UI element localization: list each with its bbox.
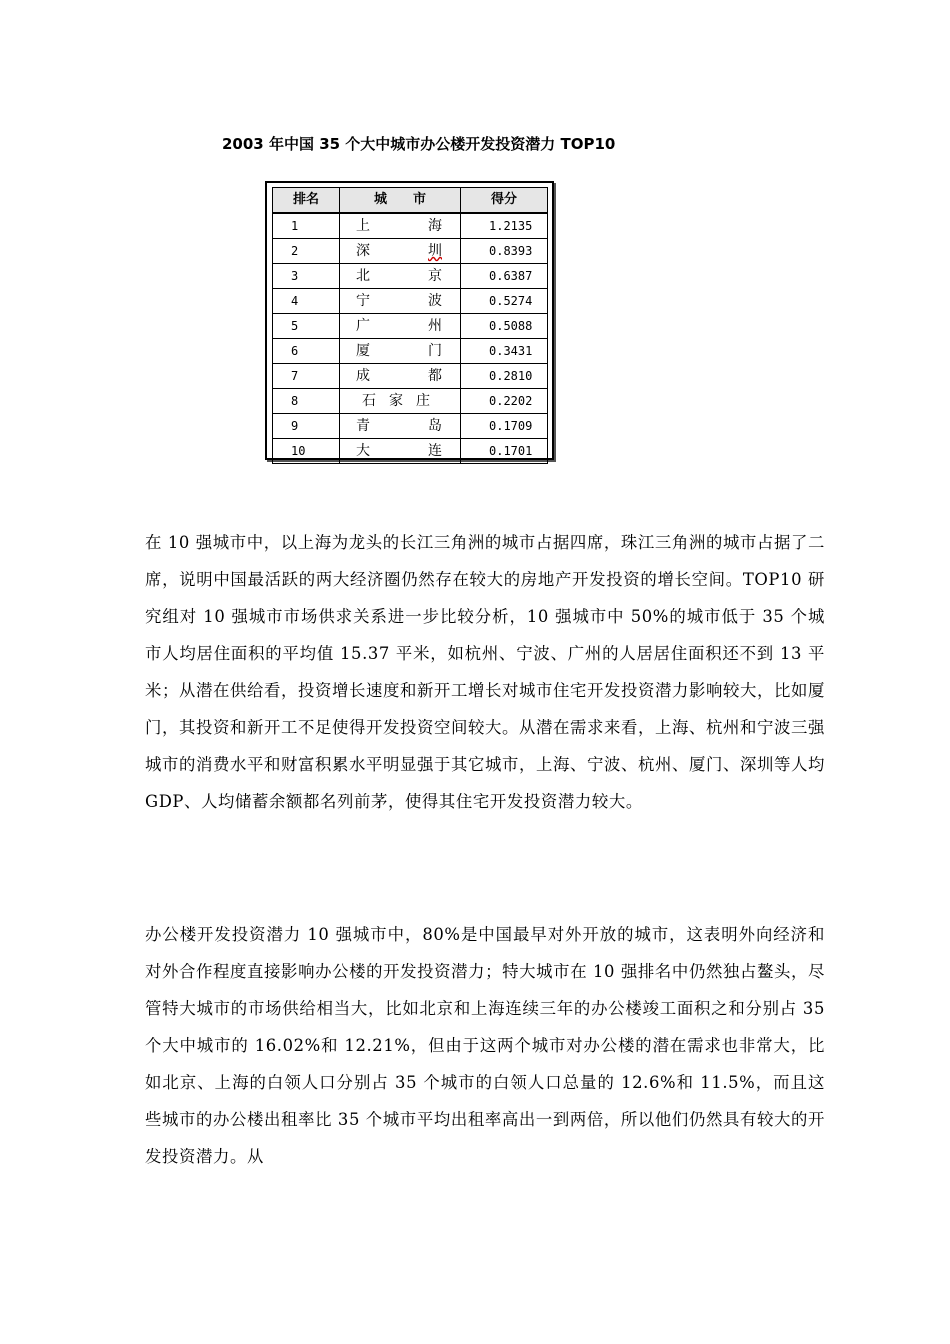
- city-cell: [340, 339, 461, 364]
- rank-cell: 2: [273, 239, 340, 264]
- city-cell: [340, 364, 461, 389]
- score-cell: 0.2810: [461, 364, 548, 389]
- city-char: 连: [428, 443, 442, 459]
- rank-cell: 4: [273, 289, 340, 314]
- score-cell: 0.5088: [461, 314, 548, 339]
- city-cell: [340, 264, 461, 289]
- table-row: [273, 439, 548, 464]
- table-title: 2003 年中国 35 个大中城市办公楼开发投资潜力 TOP10: [222, 135, 616, 153]
- rank-cell: 8: [273, 389, 340, 414]
- rank-cell: 5: [273, 314, 340, 339]
- city-char: 都: [428, 368, 442, 384]
- city-cell: [340, 439, 461, 464]
- city-char: 青: [356, 418, 370, 434]
- score-cell: 0.3431: [461, 339, 548, 364]
- score-cell: 0.8393: [461, 239, 548, 264]
- table-row: [273, 339, 548, 364]
- rank-cell: 10: [273, 439, 340, 464]
- table-header-row: [273, 188, 548, 214]
- city-char: 波: [428, 293, 442, 309]
- body-paragraph: 在 10 强城市中，以上海为龙头的长江三角洲的城市占据四席，珠江三角洲的城市占据了二席，说明中国最活跃的两大经济圈仍然存在较大的房地产开发投资的增长空间。TOP10 研究组对 10 强城市市场供求关系进一步比较分析，10 强城市中 50%的城市低于 35 个城市人均居住面积的平均值 15.37 平米，如杭州、宁波、广州的人居居住面积还不到 13 平米；从潜在供给看，投资增长速度和新开工增长对城市住宅开发投资潜力影响较大，比如厦门，其投资和新开工不足使得开发投资空间较大。从潜在需求来看，上海、杭州和宁波三强城市的消费水平和财富积累水平明显强于其它城市，上海、宁波、杭州、厦门、深圳等人均 GDP、人均储蓄余额都名列前茅，使得其住宅开发投资潜力较大。: [145, 533, 825, 812]
- table-row: [273, 314, 548, 339]
- score-cell: 0.2202: [461, 389, 548, 414]
- rank-cell: 6: [273, 339, 340, 364]
- city-cell: [340, 389, 461, 414]
- table-row: [273, 414, 548, 439]
- city-char: 家: [389, 393, 403, 409]
- city-cell: [340, 314, 461, 339]
- score-cell: 1.2135: [461, 213, 548, 239]
- table-row: [273, 264, 548, 289]
- table-row: [273, 213, 548, 239]
- header-score: 得分: [461, 188, 548, 214]
- city-cell: [340, 289, 461, 314]
- city-char: 深: [356, 243, 370, 259]
- city-char: 北: [356, 268, 370, 284]
- score-cell: 0.1709: [461, 414, 548, 439]
- city-char: 广: [356, 318, 370, 334]
- score-cell: 0.1701: [461, 439, 548, 464]
- header-city: 城 市: [340, 188, 461, 214]
- city-cell: [340, 213, 461, 239]
- city-char: 庄: [416, 393, 430, 409]
- rank-cell: 1: [273, 213, 340, 239]
- score-cell: 0.6387: [461, 264, 548, 289]
- table-row: [273, 389, 548, 414]
- city-char: 海: [428, 218, 442, 234]
- city-char: 宁: [356, 293, 370, 309]
- city-char: 岛: [428, 418, 442, 434]
- city-char: 州: [428, 318, 442, 334]
- city-char: 门: [428, 343, 442, 359]
- city-cell: [340, 414, 461, 439]
- city-char: 成: [356, 368, 370, 384]
- city-char: 大: [356, 443, 370, 459]
- city-char: 上: [356, 218, 370, 234]
- city-char: 圳: [428, 243, 442, 259]
- city-cell: [340, 239, 461, 264]
- table-row: [273, 289, 548, 314]
- header-rank: 排名: [273, 188, 340, 214]
- ranking-table: [272, 187, 548, 464]
- city-char: 石: [362, 393, 376, 409]
- ranking-table-frame: [265, 181, 554, 460]
- rank-cell: 3: [273, 264, 340, 289]
- rank-cell: 7: [273, 364, 340, 389]
- score-cell: 0.5274: [461, 289, 548, 314]
- table-row: [273, 239, 548, 264]
- city-char: 京: [428, 268, 442, 284]
- rank-cell: 9: [273, 414, 340, 439]
- body-paragraph: 办公楼开发投资潜力 10 强城市中，80%是中国最早对外开放的城市，这表明外向经济和对外合作程度直接影响办公楼的开发投资潜力；特大城市在 10 强排名中仍然独占鳌头，尽管特大城市的市场供给相当大，比如北京和上海连续三年的办公楼竣工面积之和分别占 35 个大中城市的 16.02%和 12.21%，但由于这两个城市对办公楼的潜在需求也非常大，比如北京、上海的白领人口分别占 35 个城市的白领人口总量的 12.6%和 11.5%，而且这些城市的办公楼出租率比 35 个城市平均出租率高出一到两倍，所以他们仍然具有较大的开发投资潜力。从: [145, 925, 825, 1167]
- city-char: 厦: [356, 343, 370, 359]
- table-row: [273, 364, 548, 389]
